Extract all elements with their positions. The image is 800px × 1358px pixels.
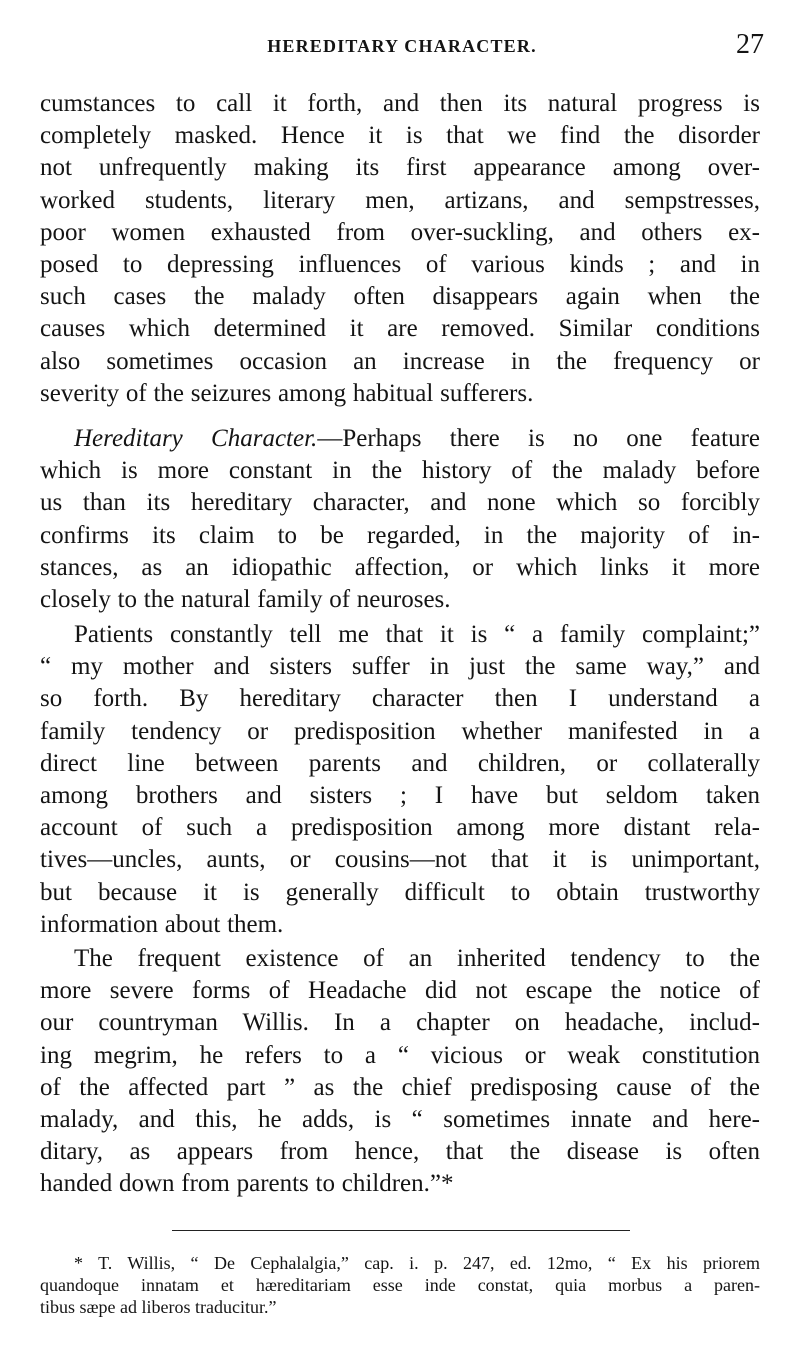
paragraph-continuation [40, 88, 760, 410]
text-line: information about them. [40, 910, 284, 938]
text-line-rest: —Perhaps there is no one feature [317, 425, 761, 452]
paragraph-hereditary-character [40, 423, 760, 616]
footnote [40, 1252, 760, 1318]
text-line: worked students, literary men, artizans, and sempstresses, [40, 186, 760, 214]
text-line: confirms its claim to be regarded, in the majority of in- [40, 521, 760, 549]
text-line: of the affected part ” as the chief predisposing cause of the [40, 1073, 760, 1101]
text-line: not unfrequently making its first appearance among over- [40, 154, 760, 182]
page-number: 27 [736, 29, 764, 60]
running-head [40, 30, 764, 66]
text-line: “ my mother and sisters suffer in just the same way,” and [40, 653, 760, 681]
text-line: malady, and this, he adds, is “ sometimes innate and here- [40, 1106, 760, 1134]
paragraph-patients [40, 619, 760, 941]
text-line: also sometimes occasion an increase in the frequency or [40, 347, 760, 375]
footnote-divider [172, 1230, 630, 1231]
text-line: Patients constantly tell me that it is “ a family complaint;” [74, 621, 760, 648]
text-line: poor women exhausted from over-suckling, and others ex- [40, 218, 760, 246]
text-line: our countryman Willis. In a chapter on headache, includ- [40, 1009, 760, 1037]
section-heading: Hereditary Character. [74, 425, 318, 452]
text-line: completely masked. Hence it is that we find the disorder [40, 122, 760, 150]
text-line-with-heading [40, 423, 760, 455]
text-line: so forth. By hereditary character then I understand a [40, 685, 760, 713]
text-line: stances, as an idiopathic affection, or which links it more [40, 553, 760, 581]
text-line: ing megrim, he refers to a “ vicious or weak constitution [40, 1041, 760, 1069]
text-line: The frequent existence of an inherited tendency to the [74, 945, 760, 972]
running-title: HEREDITARY CHARACTER. [267, 36, 537, 56]
text-line: more severe forms of Headache did not escape the notice of [40, 977, 760, 1005]
text-line: direct line between parents and children, or collaterally [40, 749, 760, 777]
text-line: family tendency or predisposition whether manifested in a [40, 717, 760, 745]
text-line: handed down from parents to children.”* [40, 1170, 454, 1198]
footnote-line: * T. Willis, “ De Cephalalgia,” cap. i. p. 247, ed. 12mo, “ Ex his priorem [74, 1253, 760, 1273]
text-line: us than its hereditary character, and none which so forcibly [40, 489, 760, 517]
text-line: cumstances to call it forth, and then its natural progress is [40, 90, 760, 117]
text-line: posed to depressing influences of various kinds ; and in [40, 251, 760, 279]
text-line: but because it is generally difficult to obtain trustworthy [40, 878, 760, 906]
text-line: causes which determined it are removed. Similar conditions [40, 315, 760, 343]
text-line: among brothers and sisters ; I have but seldom taken [40, 782, 760, 810]
text-line: tives—uncles, aunts, or cousins—not that it is unimportant, [40, 846, 760, 874]
text-line: account of such a predisposition among more distant rela- [40, 814, 760, 842]
text-line: such cases the malady often disappears again when the [40, 283, 760, 311]
text-line: closely to the natural family of neuroses. [40, 586, 451, 614]
footnote-line: tibus sæpe ad liberos traducitur.” [40, 1297, 277, 1317]
footnote-line: quandoque innatam et hæreditariam esse inde constat, quia morbus a paren- [40, 1275, 760, 1295]
text-line: severity of the seizures among habitual sufferers. [40, 379, 534, 407]
paragraph-willis [40, 943, 760, 1201]
text-line: ditary, as appears from hence, that the disease is often [40, 1138, 760, 1166]
text-line: which is more constant in the history of the malady before [40, 457, 760, 485]
